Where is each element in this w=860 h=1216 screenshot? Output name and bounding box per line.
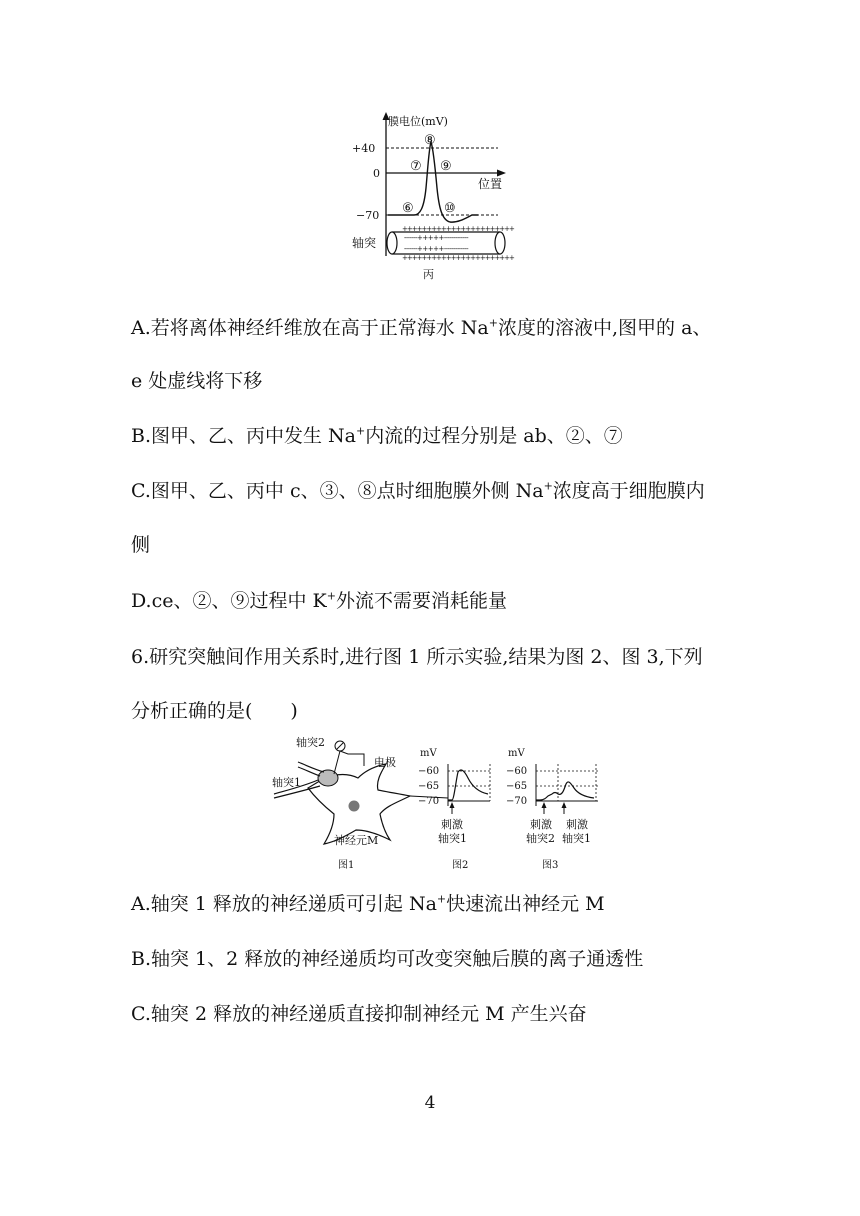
q6-stem-line2: 分析正确的是( ) — [131, 700, 298, 722]
svg-text:−60: −60 — [418, 766, 440, 777]
mark-10: ⑩ — [444, 201, 456, 216]
option-a-line1: A.若将离体神经纤维放在高于正常海水 Na+浓度的溶液中,图甲的 a、 — [131, 316, 712, 339]
mark-7: ⑦ — [410, 159, 422, 174]
y-axis-label: 膜电位(mV) — [388, 115, 448, 128]
option-a-line2: e 处虚线将下移 — [131, 370, 263, 392]
label-electrode: 电极 — [374, 756, 396, 769]
caption-fig2: 图2 — [452, 860, 469, 871]
tick-0: 0 — [373, 167, 380, 180]
mark-6: ⑥ — [402, 201, 414, 216]
q6-option-c: C.轴突 2 释放的神经递质直接抑制神经元 M 产生兴奋 — [131, 1003, 587, 1025]
svg-text:轴突2: 轴突2 — [526, 832, 555, 845]
svg-text:−65: −65 — [418, 781, 440, 792]
label-axon2: 轴突2 — [296, 736, 325, 749]
svg-text:轴突1: 轴突1 — [562, 832, 591, 845]
figure-caption-bing: 丙 — [423, 268, 434, 281]
mark-9: ⑨ — [440, 159, 452, 174]
tick-plus40: +40 — [352, 142, 376, 155]
svg-text:+++++++++++++++++++++++: +++++++++++++++++++++++ — [402, 254, 514, 262]
svg-text:mV: mV — [508, 748, 525, 759]
option-c-line1: C.图甲、乙、丙中 c、③、⑧点时细胞膜外侧 Na+浓度高于细胞膜内 — [131, 479, 705, 502]
svg-text:刺激: 刺激 — [566, 818, 588, 831]
caption-fig1: 图1 — [338, 860, 355, 871]
svg-text:-------+++++-------------: -------+++++------------- — [404, 234, 469, 242]
caption-fig3: 图3 — [542, 860, 559, 871]
figure-q6 — [268, 734, 598, 876]
axon-label: 轴突 — [352, 236, 377, 250]
axon-cylinder — [387, 225, 515, 262]
q6-stem-line1: 6.研究突触间作用关系时,进行图 1 所示实验,结果为图 2、图 3,下列 — [131, 646, 703, 668]
figure-2 — [418, 748, 490, 871]
label-neuron-m: 神经元M — [334, 834, 379, 847]
svg-text:刺激: 刺激 — [441, 818, 463, 831]
option-b: B.图甲、乙、丙中发生 Na+内流的过程分别是 ab、②、⑦ — [131, 424, 623, 447]
svg-text:+++++++++++++++++++++++: +++++++++++++++++++++++ — [402, 225, 514, 233]
svg-text:mV: mV — [420, 748, 437, 759]
figure-bing — [348, 108, 516, 288]
svg-text:−70: −70 — [418, 796, 440, 807]
svg-text:−70: −70 — [506, 796, 528, 807]
figure-3 — [506, 748, 598, 871]
option-d: D.ce、②、⑨过程中 K+外流不需要消耗能量 — [131, 589, 507, 612]
mark-8: ⑧ — [424, 133, 436, 148]
q6-option-a: A.轴突 1 释放的神经递质可引起 Na+快速流出神经元 M — [131, 892, 605, 915]
nucleus — [349, 801, 360, 812]
svg-text:-------+++++-------------: -------+++++------------- — [404, 245, 469, 253]
q6-option-b: B.轴突 1、2 释放的神经递质均可改变突触后膜的离子通透性 — [131, 948, 644, 970]
svg-text:−60: −60 — [506, 766, 528, 777]
x-axis-label: 位置 — [478, 177, 503, 191]
option-c-line2: 侧 — [131, 534, 151, 556]
svg-text:轴突1: 轴突1 — [438, 832, 467, 845]
svg-text:刺激: 刺激 — [530, 818, 552, 831]
label-axon1: 轴突1 — [272, 776, 301, 789]
page-number: 4 — [424, 1093, 436, 1113]
tick-minus70: −70 — [356, 209, 380, 222]
svg-text:−65: −65 — [506, 781, 528, 792]
